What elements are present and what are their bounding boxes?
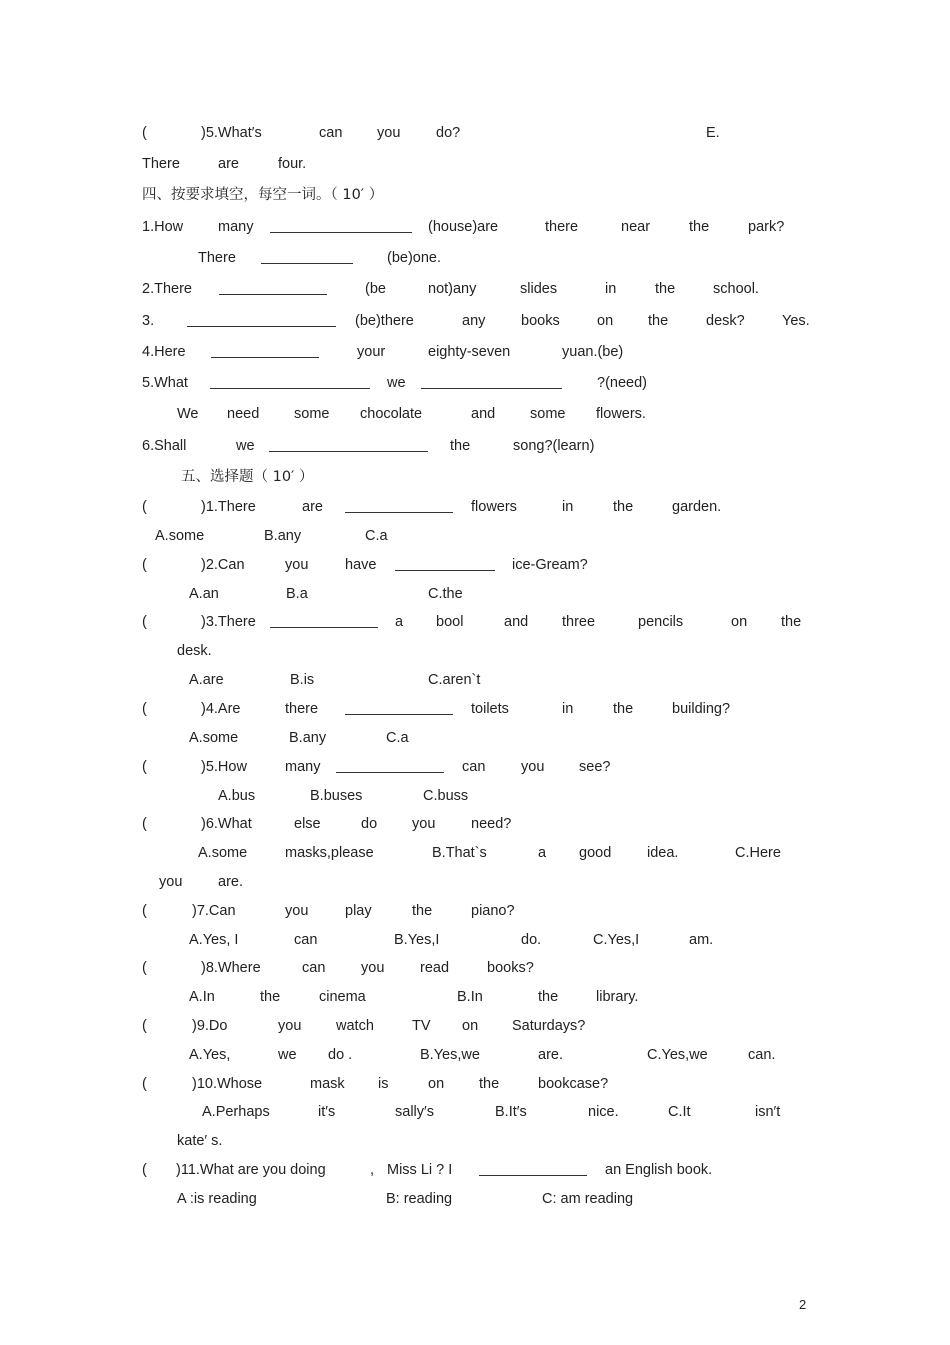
worksheet-text: flowers.: [596, 406, 646, 422]
worksheet-line: [0, 1016, 950, 1036]
worksheet-line: [0, 786, 950, 806]
worksheet-text: the: [412, 903, 433, 919]
worksheet-text: B.It′s: [495, 1104, 527, 1120]
worksheet-text: and: [471, 406, 496, 422]
worksheet-text: C.a: [365, 528, 388, 544]
worksheet-text: there: [545, 219, 579, 235]
worksheet-text: isn′t: [755, 1104, 781, 1120]
worksheet-text: song?(learn): [513, 438, 595, 454]
worksheet-text: C.Here: [735, 845, 781, 861]
worksheet-text: 1.How: [142, 219, 184, 235]
worksheet-line: [0, 154, 950, 174]
worksheet-text: (: [142, 1076, 147, 1092]
worksheet-line: [0, 404, 950, 424]
answer-blank[interactable]: [421, 388, 562, 389]
worksheet-text: A.Perhaps: [202, 1104, 270, 1120]
worksheet-text: you: [285, 903, 309, 919]
answer-blank[interactable]: [219, 294, 327, 295]
worksheet-text: A.an: [189, 586, 219, 602]
worksheet-text: can: [462, 759, 486, 775]
worksheet-text: C.Yes,I: [593, 932, 640, 948]
worksheet-text: you: [285, 557, 309, 573]
worksheet-text: a: [538, 845, 547, 861]
answer-blank[interactable]: [345, 512, 453, 513]
worksheet-text: (: [142, 1018, 147, 1034]
worksheet-text: is: [378, 1076, 389, 1092]
worksheet-text: C.buss: [423, 788, 469, 804]
worksheet-line: [0, 1074, 950, 1094]
worksheet-line: [0, 342, 950, 362]
worksheet-text: else: [294, 816, 321, 832]
worksheet-text: )1.There: [201, 499, 256, 515]
worksheet-text: in: [605, 281, 617, 297]
worksheet-line: [0, 843, 950, 863]
answer-blank[interactable]: [479, 1175, 587, 1176]
worksheet-line: [0, 373, 950, 393]
worksheet-text: )5.What′s: [201, 125, 262, 141]
worksheet-text: (: [142, 1162, 147, 1178]
worksheet-text: )11.What are you doing: [176, 1162, 326, 1178]
worksheet-text: the: [648, 313, 669, 329]
worksheet-text: A.Yes, I: [189, 932, 239, 948]
worksheet-text: C.It: [668, 1104, 691, 1120]
answer-blank[interactable]: [270, 627, 378, 628]
worksheet-text: 3.: [142, 313, 155, 329]
worksheet-text: any: [462, 313, 486, 329]
page-number: 2: [799, 1297, 807, 1312]
worksheet-text: A.are: [189, 672, 224, 688]
worksheet-text: E.: [706, 125, 720, 141]
worksheet-text: B.buses: [310, 788, 363, 804]
worksheet-text: idea.: [647, 845, 679, 861]
worksheet-text: your: [357, 344, 386, 360]
worksheet-text: 四、按要求填空，每空一词。（ 10′ ）: [142, 187, 384, 203]
worksheet-text: desk?: [706, 313, 745, 329]
worksheet-text: on: [462, 1018, 479, 1034]
worksheet-text: near: [621, 219, 651, 235]
worksheet-text: B.That`s: [432, 845, 487, 861]
worksheet-text: (: [142, 759, 147, 775]
worksheet-text: )3.There: [201, 614, 256, 630]
worksheet-text: do: [361, 816, 378, 832]
worksheet-text: you: [377, 125, 401, 141]
worksheet-text: toilets: [471, 701, 509, 717]
worksheet-line: [0, 555, 950, 575]
worksheet-text: TV: [412, 1018, 431, 1034]
worksheet-text: you: [278, 1018, 302, 1034]
worksheet-text: 6.Shall: [142, 438, 187, 454]
answer-blank[interactable]: [270, 232, 412, 233]
worksheet-text: can.: [748, 1047, 776, 1063]
worksheet-text: you: [361, 960, 385, 976]
worksheet-text: books?: [487, 960, 534, 976]
worksheet-text: need: [227, 406, 260, 422]
worksheet-text: school.: [713, 281, 759, 297]
worksheet-text: you: [521, 759, 545, 775]
worksheet-text: we: [278, 1047, 297, 1063]
worksheet-text: 五、选择题（ 10′ ）: [181, 469, 314, 485]
worksheet-text: see?: [579, 759, 611, 775]
worksheet-text: A.In: [189, 989, 215, 1005]
worksheet-text: There: [198, 250, 236, 266]
worksheet-text: )2.Can: [201, 557, 245, 573]
worksheet-line: [0, 279, 950, 299]
worksheet-text: in: [562, 499, 574, 515]
worksheet-text: )7.Can: [192, 903, 236, 919]
worksheet-text: play: [345, 903, 372, 919]
worksheet-text: 4.Here: [142, 344, 186, 360]
worksheet-line: [0, 699, 950, 719]
worksheet-text: 5.What: [142, 375, 188, 391]
worksheet-text: there: [285, 701, 319, 717]
worksheet-line: [0, 728, 950, 748]
worksheet-text: C.a: [386, 730, 409, 746]
worksheet-text: am.: [689, 932, 714, 948]
answer-blank[interactable]: [261, 263, 353, 264]
worksheet-line: [0, 670, 950, 690]
worksheet-line: [0, 584, 950, 604]
worksheet-text: (house)are: [428, 219, 499, 235]
worksheet-line: [0, 872, 950, 892]
worksheet-text: many: [285, 759, 321, 775]
worksheet-line: [0, 526, 950, 546]
worksheet-line: [0, 311, 950, 331]
worksheet-text: A.bus: [218, 788, 256, 804]
worksheet-text: we: [387, 375, 406, 391]
worksheet-text: do?: [436, 125, 461, 141]
worksheet-text: A.some: [189, 730, 239, 746]
worksheet-text: some: [294, 406, 330, 422]
worksheet-line: [0, 641, 950, 661]
answer-blank[interactable]: [269, 451, 428, 452]
worksheet-line: [0, 185, 950, 205]
worksheet-text: library.: [596, 989, 639, 1005]
worksheet-text: B.In: [457, 989, 483, 1005]
worksheet-text: kate′ s.: [177, 1133, 223, 1149]
worksheet-text: are.: [218, 874, 243, 890]
worksheet-text: you: [159, 874, 183, 890]
worksheet-text: )9.Do: [192, 1018, 228, 1034]
worksheet-text: yuan.(be): [562, 344, 624, 360]
worksheet-text: can: [319, 125, 343, 141]
worksheet-text: the: [781, 614, 802, 630]
worksheet-text: flowers: [471, 499, 517, 515]
worksheet-text: read: [420, 960, 450, 976]
worksheet-text: ,: [370, 1162, 375, 1178]
worksheet-text: )4.Are: [201, 701, 241, 717]
worksheet-text: )8.Where: [201, 960, 261, 976]
worksheet-text: ?(need): [597, 375, 647, 391]
worksheet-text: a: [395, 614, 404, 630]
worksheet-text: cinema: [319, 989, 366, 1005]
worksheet-line: [0, 436, 950, 456]
worksheet-text: B.Yes,we: [420, 1047, 480, 1063]
worksheet-line: [0, 757, 950, 777]
worksheet-line: [0, 1045, 950, 1065]
worksheet-text: eighty-seven: [428, 344, 511, 360]
worksheet-text: (be)there: [355, 313, 414, 329]
worksheet-text: )10.Whose: [192, 1076, 263, 1092]
worksheet-text: (: [142, 903, 147, 919]
worksheet-text: (: [142, 960, 147, 976]
answer-blank[interactable]: [336, 772, 444, 773]
worksheet-text: mask: [310, 1076, 345, 1092]
worksheet-text: four.: [278, 156, 307, 172]
worksheet-text: (: [142, 499, 147, 515]
worksheet-text: the: [450, 438, 471, 454]
worksheet-text: (: [142, 614, 147, 630]
worksheet-text: garden.: [672, 499, 722, 515]
worksheet-line: [0, 958, 950, 978]
worksheet-text: have: [345, 557, 377, 573]
worksheet-text: slides: [520, 281, 558, 297]
worksheet-text: not)any: [428, 281, 477, 297]
worksheet-text: 2.There: [142, 281, 192, 297]
worksheet-line: [0, 497, 950, 517]
worksheet-text: bool: [436, 614, 464, 630]
answer-blank[interactable]: [211, 357, 319, 358]
worksheet-text: C.the: [428, 586, 463, 602]
worksheet-text: A :is reading: [177, 1191, 257, 1207]
worksheet-text: There: [142, 156, 180, 172]
worksheet-text: A.some: [155, 528, 205, 544]
worksheet-text: desk.: [177, 643, 212, 659]
worksheet-line: [0, 930, 950, 950]
worksheet-text: piano?: [471, 903, 515, 919]
worksheet-line: [0, 901, 950, 921]
worksheet-text: Miss Li ? I: [387, 1162, 453, 1178]
worksheet-text: (: [142, 125, 147, 141]
worksheet-line: [0, 467, 950, 487]
worksheet-text: We: [177, 406, 199, 422]
worksheet-text: B.is: [290, 672, 315, 688]
worksheet-text: B.any: [264, 528, 302, 544]
answer-blank[interactable]: [187, 326, 336, 327]
worksheet-text: C.aren`t: [428, 672, 481, 688]
worksheet-text: are: [302, 499, 323, 515]
worksheet-text: books: [521, 313, 560, 329]
worksheet-text: B.Yes,I: [394, 932, 440, 948]
worksheet-text: watch: [336, 1018, 374, 1034]
worksheet-text: can: [302, 960, 326, 976]
worksheet-text: do.: [521, 932, 542, 948]
worksheet-line: [0, 814, 950, 834]
worksheet-text: pencils: [638, 614, 684, 630]
worksheet-text: sally′s: [395, 1104, 434, 1120]
worksheet-text: A.Yes,: [189, 1047, 231, 1063]
worksheet-text: many: [218, 219, 254, 235]
worksheet-text: need?: [471, 816, 512, 832]
worksheet-text: it′s: [318, 1104, 336, 1120]
worksheet-text: are: [218, 156, 239, 172]
worksheet-text: the: [479, 1076, 500, 1092]
worksheet-text: do .: [328, 1047, 353, 1063]
worksheet-text: )5.How: [201, 759, 247, 775]
answer-blank[interactable]: [210, 388, 370, 389]
worksheet-text: C.Yes,we: [647, 1047, 708, 1063]
worksheet-text: masks,please: [285, 845, 374, 861]
worksheet-text: an English book.: [605, 1162, 713, 1178]
worksheet-text: nice.: [588, 1104, 619, 1120]
worksheet-text: building?: [672, 701, 731, 717]
worksheet-text: we: [236, 438, 255, 454]
worksheet-text: good: [579, 845, 612, 861]
worksheet-text: on: [731, 614, 748, 630]
worksheet-line: [0, 1102, 950, 1122]
worksheet-text: (: [142, 557, 147, 573]
worksheet-line: [0, 248, 950, 268]
worksheet-text: (: [142, 816, 147, 832]
worksheet-text: the: [689, 219, 710, 235]
worksheet-text: on: [428, 1076, 445, 1092]
worksheet-text: some: [530, 406, 566, 422]
worksheet-text: can: [294, 932, 318, 948]
worksheet-text: chocolate: [360, 406, 423, 422]
worksheet-line: [0, 612, 950, 632]
worksheet-text: the: [655, 281, 676, 297]
worksheet-line: [0, 1131, 950, 1151]
worksheet-text: bookcase?: [538, 1076, 609, 1092]
worksheet-text: the: [613, 701, 634, 717]
worksheet-text: C: am reading: [542, 1191, 634, 1207]
worksheet-text: B.a: [286, 586, 308, 602]
worksheet-line: [0, 1189, 950, 1209]
worksheet-text: on: [597, 313, 614, 329]
worksheet-text: B.any: [289, 730, 327, 746]
worksheet-text: (be: [365, 281, 386, 297]
worksheet-text: three: [562, 614, 596, 630]
worksheet-text: )6.What: [201, 816, 252, 832]
worksheet-text: Yes.: [782, 313, 810, 329]
worksheet-text: the: [260, 989, 281, 1005]
worksheet-text: B: reading: [386, 1191, 453, 1207]
worksheet-line: [0, 123, 950, 143]
worksheet-text: ice-Gream?: [512, 557, 588, 573]
worksheet-text: are.: [538, 1047, 563, 1063]
worksheet-text: Saturdays?: [512, 1018, 586, 1034]
worksheet-text: you: [412, 816, 436, 832]
worksheet-line: [0, 1160, 950, 1180]
worksheet-text: the: [538, 989, 559, 1005]
worksheet-text: (: [142, 701, 147, 717]
worksheet-line: [0, 217, 950, 237]
worksheet-text: and: [504, 614, 529, 630]
answer-blank[interactable]: [395, 570, 495, 571]
answer-blank[interactable]: [345, 714, 453, 715]
worksheet-text: A.some: [198, 845, 248, 861]
worksheet-text: (be)one.: [387, 250, 442, 266]
worksheet-text: park?: [748, 219, 785, 235]
worksheet-text: the: [613, 499, 634, 515]
worksheet-line: [0, 987, 950, 1007]
worksheet-text: in: [562, 701, 574, 717]
